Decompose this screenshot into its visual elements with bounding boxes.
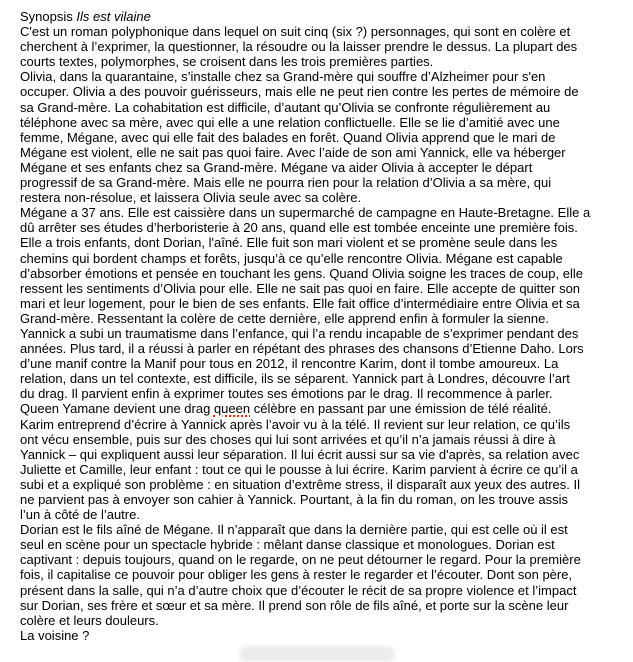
- text-line: [20, 281, 626, 296]
- text-line: [20, 583, 626, 598]
- misspelled-word: queen: [213, 401, 251, 417]
- text-line: [20, 160, 626, 175]
- text-line: [20, 24, 626, 39]
- text-segment: C'est un roman polyphonique dans lequel on suit cinq (six ?) personnages, qui sont en colère et: [20, 24, 571, 40]
- text-segment: célèbre en passant par une émission de télé réalité.: [250, 401, 552, 417]
- text-segment: sa Grand-mère. La cohabitation est difficile, d’autant qu’Olivia se confronte régulièrement au: [20, 99, 551, 115]
- text-line: [20, 235, 626, 250]
- text-segment: sur Dorian, ses frère et sœur et sa mère. Il prend son rôle de fils aîné, et porte sur la scène leur: [20, 597, 569, 613]
- text-segment: Elle a trois enfants, dont Dorian, l'aîné. Elle fuit son mari violent et se promène seule dans les: [20, 235, 558, 251]
- text-line: [20, 356, 626, 371]
- text-line: [20, 205, 626, 220]
- text-line: [20, 190, 626, 205]
- text-line: [20, 432, 626, 447]
- text-segment: du drag. Il parvient enfin à exprimer toutes ses émotions par le drag. Il recommence à parler.: [20, 386, 553, 402]
- text-segment: fois, il capitalise ce pouvoir pour obliger les gens à rester le regarder et l’écouter. Dont son père,: [20, 567, 573, 583]
- text-segment: cherchent à l’exprimer, la questionner, la résoudre ou la laisser prendre le dessus. La plupart des: [20, 39, 578, 55]
- text-line: [20, 84, 626, 99]
- text-segment: restera non-résolue, et laissera Olivia seule avec sa colère.: [20, 190, 362, 206]
- text-segment: relation, dans un tel contexte, est difficile, ils se séparent. Yannick part à Londres, découvre l’art: [20, 371, 570, 387]
- text-segment: Dorian est le fils aîné de Mégane. Il n’apparaît que dans la dernière partie, qui est celle où il est: [20, 522, 568, 538]
- text-line: [20, 341, 626, 356]
- text-line: [20, 477, 626, 492]
- text-line: [20, 371, 626, 386]
- text-segment: Yannick – qui expliquent aussi leur séparation. Il lui écrit aussi sur sa vie d'après, sa relation avec: [20, 446, 580, 462]
- text-line: [20, 220, 626, 235]
- text-segment: Olivia, dans la quarantaine, s’installe chez sa Grand-mère qui souffre d’Alzheimer pour s'en: [20, 69, 546, 85]
- text-line: [20, 266, 626, 281]
- text-line: [20, 39, 626, 54]
- text-segment: colère et leurs douleurs.: [20, 612, 159, 628]
- text-line: [20, 251, 626, 266]
- text-line: [20, 447, 626, 462]
- text-segment: ont vécu ensemble, puis sur des choses qui lui sont arrivées et qu’il n’a jamais réussi à dire à: [20, 431, 556, 447]
- text-line: [20, 386, 626, 401]
- document-body: [20, 9, 626, 643]
- text-segment: captivant : depuis toujours, quand on le regarde, on ne peut détourner le regard. Pour la première: [20, 552, 581, 568]
- text-line: [20, 613, 626, 628]
- text-line: [20, 296, 626, 311]
- text-line: [20, 326, 626, 341]
- text-segment: occuper. Olivia a des pouvoir guérisseurs, mais elle ne peut rien contre les pertes de mémoire de: [20, 84, 579, 100]
- text-segment: La voisine ?: [20, 627, 90, 643]
- text-line: [20, 567, 626, 582]
- text-segment: d’une manif contre la Manif pour tous en 2012, il rencontre Karim, dont il tombe amoureux. La: [20, 356, 559, 372]
- text-segment: Juliette et Camille, leur enfant : tout ce qui le pousse à lui écrire. Karim parvient à écrire ce qu’il a: [20, 461, 578, 477]
- text-segment: l’un à côté de l’autre.: [20, 507, 140, 523]
- text-segment: d’absorber émotions et pensée en touchant les gens. Quand Olivia soigne les traces de coup, elle: [20, 265, 583, 281]
- text-segment: Karim entreprend d’écrire à Yannick après l’avoir vu à la télé. Il revient sur leur relation, ce qu’ils: [20, 416, 571, 432]
- text-segment: années. Plus tard, il a réussi à parler en répétant des phrases des chansons d’Etienne Daho. Lors: [20, 341, 584, 357]
- text-line: [20, 54, 626, 69]
- text-line: [20, 417, 626, 432]
- text-segment: seul en scène pour un spectacle hybride : mêlant danse classique et monologues. Dorian est: [20, 537, 555, 553]
- text-segment: courts textes, polymorphes, se croisent dans les trois premières parties.: [20, 54, 434, 70]
- text-line: [20, 145, 626, 160]
- document-text-area[interactable]: [20, 9, 626, 643]
- text-line: [20, 100, 626, 115]
- text-segment: Yannick a subi un traumatisme dans l’enfance, qui l’a rendu incapable de s’exprimer pendant des: [20, 325, 579, 341]
- text-segment: ressent les sentiments d’Olivia pour elle. Elle ne sait pas quoi en faire. Elle accepte de quitter son: [20, 280, 581, 296]
- text-line: [20, 598, 626, 613]
- text-segment: Mégane est violent, elle ne sait pas quoi faire. Avec l’aide de son ami Yannick, elle va héberger: [20, 144, 566, 160]
- text-line: [20, 462, 626, 477]
- text-segment: présent dans la salle, qui n’a d’autre choix que d’écouter le récit de sa propre violence et l’impact: [20, 582, 577, 598]
- text-segment: chemins qui bordent champs et forêts, jusqu’à ce qu’elle rencontre Olivia. Mégane est capable: [20, 250, 563, 266]
- text-segment: Grand-mère. Ressentant la colère de cette dernière, elle apprend enfin à formuler la sienne.: [20, 310, 549, 326]
- italic-text-segment: Ils est vilaine: [76, 9, 151, 24]
- text-segment: ne parvient pas à envoyer son cahier à Yannick. Pourtant, à la fin du roman, on les trouve assis: [20, 492, 568, 507]
- text-segment: subi et a expliqué son problème : en situation d’extrême stress, il disparaît aux yeux des autres. Il: [20, 476, 581, 492]
- text-segment: progressif de sa Grand-mère. Mais elle ne pourra rien pour la relation d’Olivia a sa mère, qui: [20, 175, 552, 191]
- text-line: [20, 175, 626, 190]
- text-line: [20, 522, 626, 537]
- text-segment: dû arrêter ses études d’herboristerie à 20 ans, quand elle est tombée enceinte une première fois.: [20, 220, 578, 236]
- text-segment: Queen Yamane devient une drag: [20, 401, 214, 417]
- text-segment: téléphone avec sa mère, avec qui elle a une relation conflictuelle. Elle se lie d’amitié avec une: [20, 114, 560, 130]
- bottom-floating-pill-edge: [239, 646, 395, 662]
- text-line: [20, 311, 626, 326]
- text-line: [20, 552, 626, 567]
- text-line: [20, 492, 626, 507]
- text-line: [20, 507, 626, 522]
- text-segment: Mégane a 37 ans. Elle est caissière dans un supermarché de campagne en Haute-Bretagne. Elle a: [20, 205, 591, 221]
- text-line: [20, 537, 626, 552]
- text-line: [20, 401, 626, 416]
- text-segment: Synopsis: [20, 9, 77, 24]
- text-line: [20, 115, 626, 130]
- text-line: [20, 130, 626, 145]
- text-line: [20, 9, 626, 24]
- text-segment: mari et leur logement, pour le bien de ses enfants. Elle fait office d’intermédiaire entre Olivia et sa: [20, 295, 580, 311]
- text-line: [20, 628, 626, 643]
- text-line: [20, 69, 626, 84]
- text-segment: Mégane et ses enfants chez sa Grand-mère. Mégane va aider Olivia à accepter le départ: [20, 159, 533, 175]
- text-segment: femme, Mégane, avec qui elle fait des balades en forêt. Quand Olivia apprend que le mari de: [20, 129, 556, 145]
